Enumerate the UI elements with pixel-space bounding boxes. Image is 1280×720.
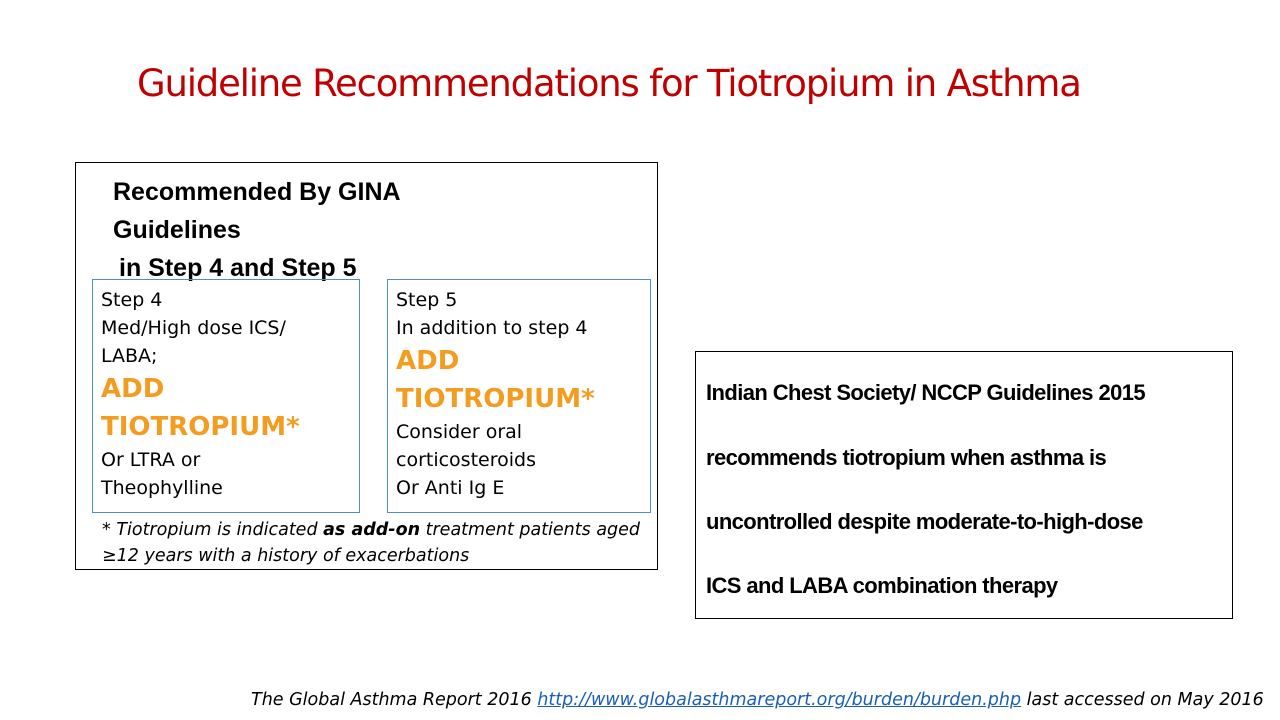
slide-title: Guideline Recommendations for Tiotropium in Asthma <box>137 62 1081 105</box>
gina-heading-line: Recommended By GINA <box>113 178 401 206</box>
ics-line: Indian Chest Society/ NCCP Guidelines 2015 <box>706 380 1145 405</box>
step-5-text: Or Anti Ig E <box>396 477 505 499</box>
step-5-label: Step 5 <box>396 289 458 311</box>
gina-recommendation-box <box>75 162 658 570</box>
step-4-add-tiotropium: TIOTROPIUM* <box>101 412 300 442</box>
reference-suffix: last accessed on May 2016 <box>1021 690 1264 710</box>
ics-line: uncontrolled despite moderate-to-high-dose <box>706 509 1143 534</box>
footnote-text: ≥12 years with a history of exacerbations <box>102 546 470 566</box>
step-4-label: Step 4 <box>101 289 163 311</box>
ics-line: ICS and LABA combination therapy <box>706 573 1058 598</box>
gina-heading-line: in Step 4 and Step 5 <box>119 254 357 282</box>
step-5-text: Consider oral <box>396 421 523 443</box>
step-4-text: Or LTRA or <box>101 449 201 471</box>
step-5-box <box>387 279 651 513</box>
footnote-text: treatment patients aged <box>420 520 641 540</box>
step-4-text: Theophylline <box>101 477 223 499</box>
step-5-text: In addition to step 4 <box>396 317 588 339</box>
step-4-text: LABA; <box>101 345 158 367</box>
step-4-text: Med/High dose ICS/ <box>101 317 286 339</box>
reference-prefix: The Global Asthma Report 2016 <box>251 690 538 710</box>
step-4-add: ADD <box>101 374 165 404</box>
reference-citation <box>251 690 1271 710</box>
gina-heading <box>113 173 513 287</box>
step-5-add-tiotropium: TIOTROPIUM* <box>396 384 595 414</box>
ics-nccp-box <box>695 351 1233 619</box>
tiotropium-footnote <box>102 517 652 569</box>
footnote-text: * Tiotropium is indicated <box>102 520 324 540</box>
gina-heading-line: Guidelines <box>113 216 241 244</box>
step-5-add: ADD <box>396 346 460 376</box>
step-5-text: corticosteroids <box>396 449 536 471</box>
step-4-box <box>92 279 360 513</box>
ics-line: recommends tiotropium when asthma is <box>706 445 1107 470</box>
footnote-emphasis: as add-on <box>323 520 421 540</box>
reference-link[interactable]: http://www.globalasthmareport.org/burden/burden.php <box>537 690 1022 710</box>
